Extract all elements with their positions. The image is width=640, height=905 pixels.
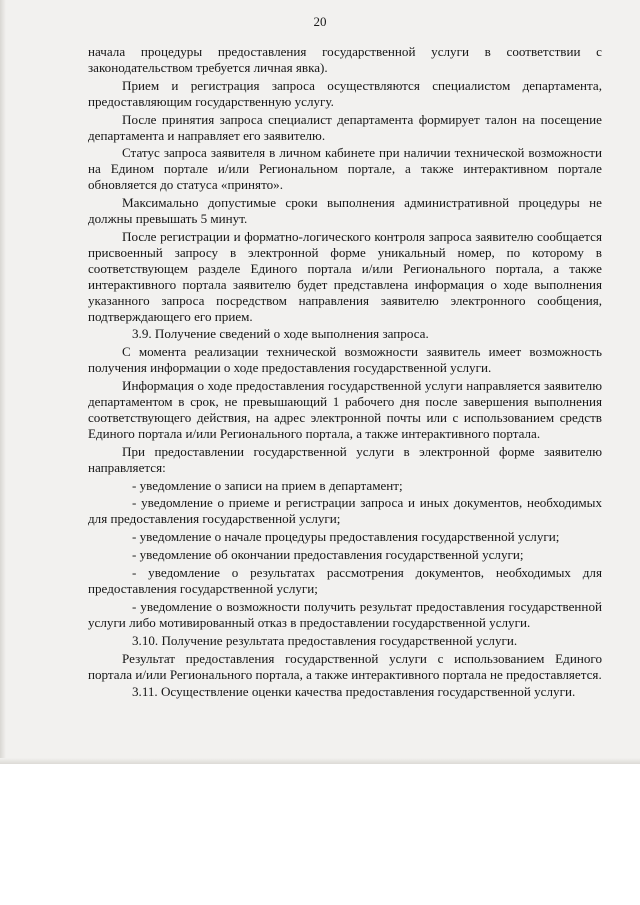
- list-item: - уведомление об окончании предоставления государственной услуги;: [132, 547, 524, 563]
- list-item: - уведомление о результатах рассмотрения документов, необходимых для предоставления государственной услуги;: [88, 565, 602, 596]
- paragraph: Результат предоставления государственной услуги с использованием Единого портала и/или Регионального портала, а также интерактивного портала не предоставляется.: [88, 650, 602, 682]
- paragraph: После принятия запроса специалист департамента формирует талон на посещение департамента и направляет его заявителю.: [88, 111, 602, 143]
- scan-shadow-bottom: [0, 758, 640, 764]
- page-number: 20: [313, 14, 327, 29]
- document-body: [88, 44, 602, 702]
- paragraph: Максимально допустимые сроки выполнения административной процедуры не должны превышать 5 минут.: [88, 195, 602, 227]
- paragraph: Информация о ходе предоставления государственной услуги направляется заявителю департаментом в срок, не превышающий 1 рабочего дня после завершения выполнения соответствующего действия, на адрес электронной почты или с использованием средств Единого портала и/или Регионального портала, а также интерактивного портала.: [88, 378, 602, 441]
- scan-shadow-left: [0, 0, 6, 764]
- paragraph: Прием и регистрация запроса осуществляются специалистом департамента, предоставляющим государственную услугу.: [88, 77, 602, 109]
- paragraph: При предоставлении государственной услуги в электронной форме заявителю направляется:: [88, 443, 602, 475]
- list-item: - уведомление о приеме и регистрации запроса и иных документов, необходимых для предоставления государственной услуги;: [88, 495, 602, 527]
- paragraph: начала процедуры предоставления государственной услуги в соответствии с законодательством требуется личная явка).: [88, 44, 602, 75]
- list-item: - уведомление о возможности получить результат предоставления государственной услуги либо мотивированный отказ в предоставлении государственной услуги.: [88, 598, 602, 630]
- list-item: - уведомление о начале процедуры предоставления государственной услуги;: [132, 529, 560, 545]
- section-heading: 3.11. Осуществление оценки качества предоставления государственной услуги.: [132, 684, 576, 700]
- paragraph: С момента реализации технической возможности заявитель имеет возможность получения информации о ходе предоставления государственной услуги.: [88, 344, 602, 376]
- paragraph: После регистрации и форматно-логического контроля запроса заявителю сообщается присвоенный запросу в электронной форме уникальный номер, по которому в соответствующем разделе Единого портала и/или Регионального портала, а также интерактивного портала заявителю будет представлена информация о ходе выполнения указанного запроса посредством направления заявителю электронного сообщения, подтверждающего его прием.: [88, 228, 602, 324]
- list-item: - уведомление о записи на прием в департамент;: [132, 477, 403, 493]
- section-heading: 3.9. Получение сведений о ходе выполнения запроса.: [132, 326, 429, 342]
- paragraph: Статус запроса заявителя в личном кабинете при наличии технической возможности на Едином портале и/или Региональном портале, а также интерактивном портале обновляется до статуса «принято».: [88, 145, 602, 193]
- section-heading: 3.10. Получение результата предоставления государственной услуги.: [132, 632, 518, 648]
